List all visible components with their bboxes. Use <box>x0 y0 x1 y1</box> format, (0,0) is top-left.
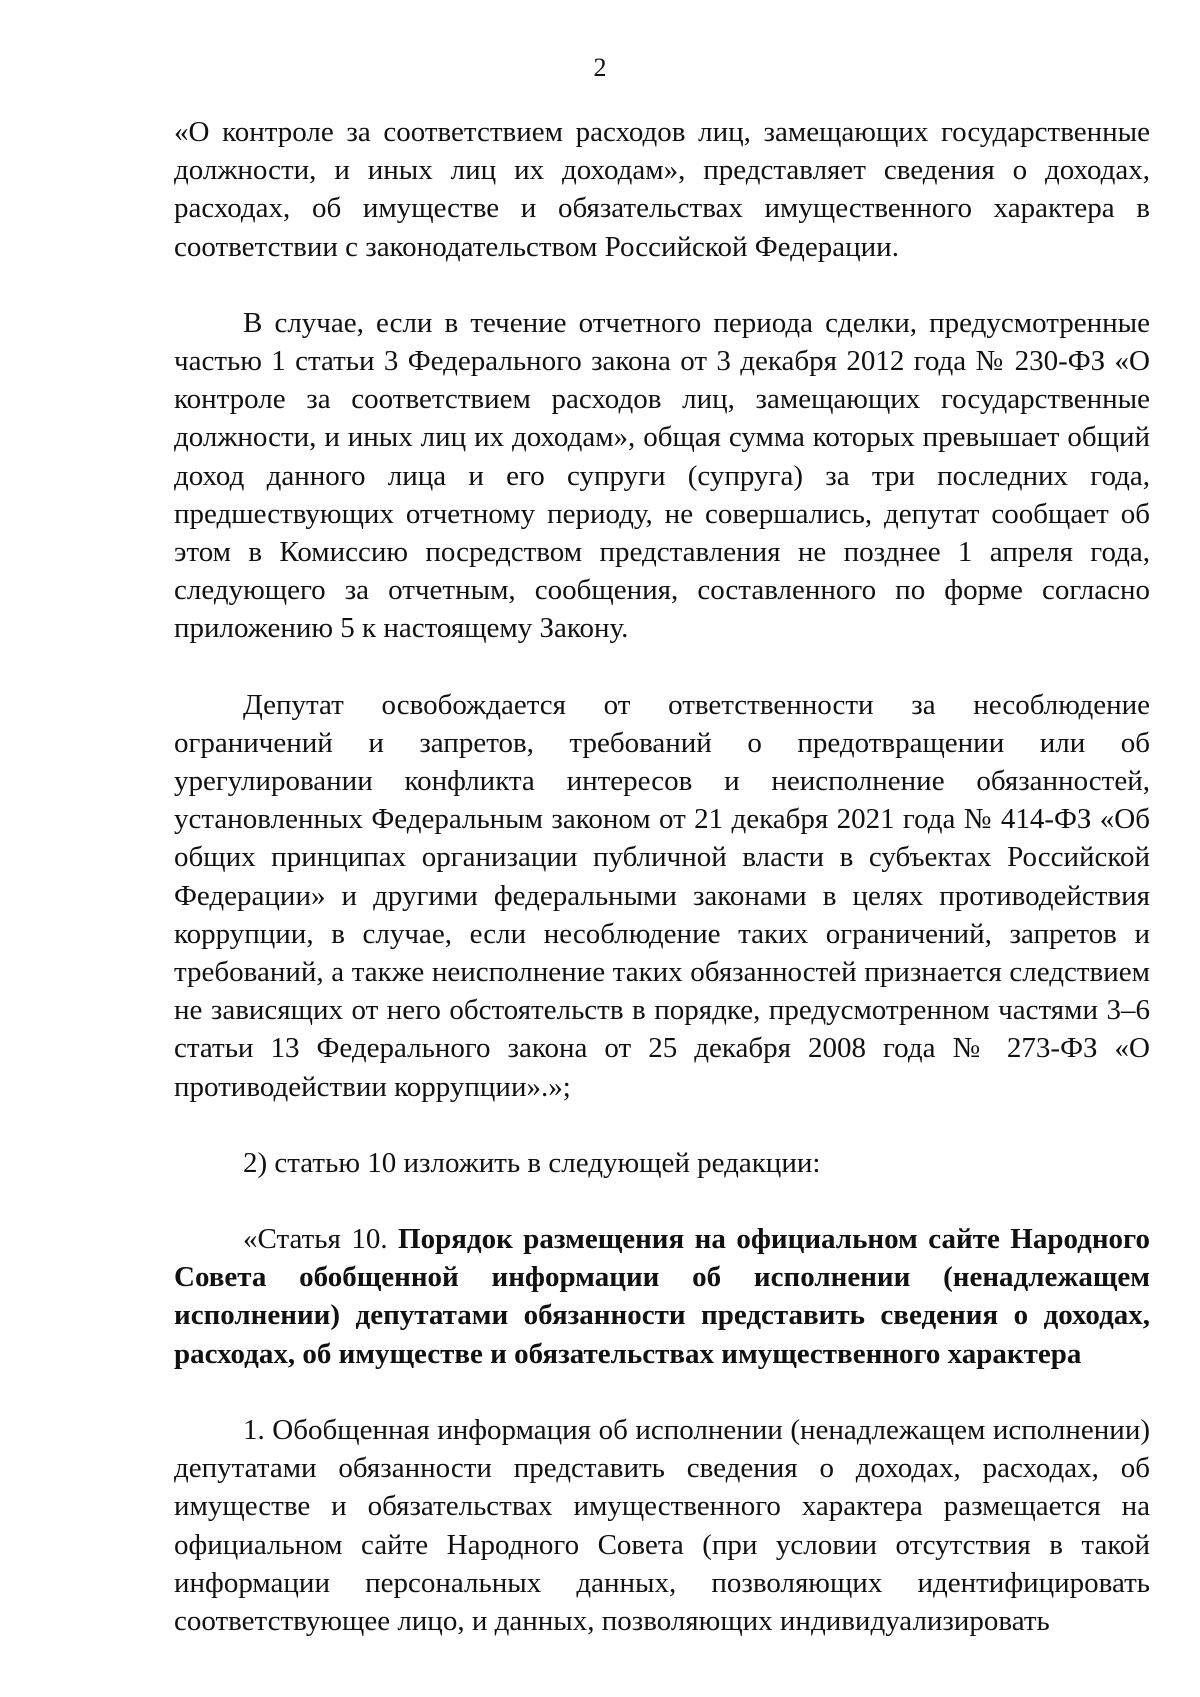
paragraph-law-reference-continuation: «О контроле за соответствием расходов лиц, замещающих государственные должности, и иных лиц их доходам», представляет сведения о доходах, расходах, об имуществе и обязательствах имущественного характера в соответствии с законодательством Российской Федерации. <box>174 116 1150 263</box>
paragraph-transactions-report: В случае, если в течение отчетного периода сделки, предусмотренные частью 1 статьи 3 Федерального закона от 3 декабря 2012 года № 230-ФЗ «О контроле за соответствием расходов лиц, замещающих государственные должности, и иных лиц их доходам», общая сумма которых превышает общий доход данного лица и его супруги (супруга) за три последних года, предшествующих отчетному периоду, не совершались, депутат сообщает об этом в Комиссию посредством представления не позднее 1 апреля года, следующего за отчетным, сообщения, составленного по форме согласно приложению 5 к настоящему Закону. <box>174 306 1150 645</box>
paragraph-article-point-1: 1. Обобщенная информация об исполнении (ненадлежащем исполнении) депутатами обязанности представить сведения о доходах, расходах, об имуществе и обязательствах имущественного характера размещается на официальном сайте Народного Совета (при условии отсутствия в такой информации персональных данных, позволяющих идентифицировать соответствующее лицо, и данных, позволяющих индивидуализировать <box>174 1413 1150 1637</box>
article-number: «Статья 10. <box>243 1223 399 1256</box>
document-body <box>174 113 1150 1640</box>
paragraph-liability-exemption: Депутат освобождается от ответственности за несоблюдение ограничений и запретов, требований о предотвращении или об урегулировании конфликта интересов и неисполнение обязанностей, установленных Федеральным законом от 21 декабря 2021 года № 414-ФЗ «Об общих принципах организации публичной власти в субъектах Российской Федерации» и другими федеральными законами в целях противодействия коррупции, в случае, если несоблюдение таких ограничений, запретов и требований, а также неисполнение таких обязанностей признается следствием не зависящих от него обстоятельств в порядке, предусмотренном частями 3–6 статьи 13 Федерального закона от 25 декабря 2008 года № 273-ФЗ «О противодействии коррупции».»; <box>174 688 1150 1103</box>
article-heading <box>174 1220 1150 1373</box>
page-number: 2 <box>593 53 607 82</box>
article-title: Порядок размещения на официальном сайте Народного Совета обобщенной информации об исполнении (ненадлежащем исполнении) депутатами обязанности представить сведения о доходах, расходах, об имуществе и обязательствах имущественного характера <box>174 1223 1150 1370</box>
paragraph-article-amendment: 2) статью 10 изложить в следующей редакции: <box>243 1146 821 1179</box>
